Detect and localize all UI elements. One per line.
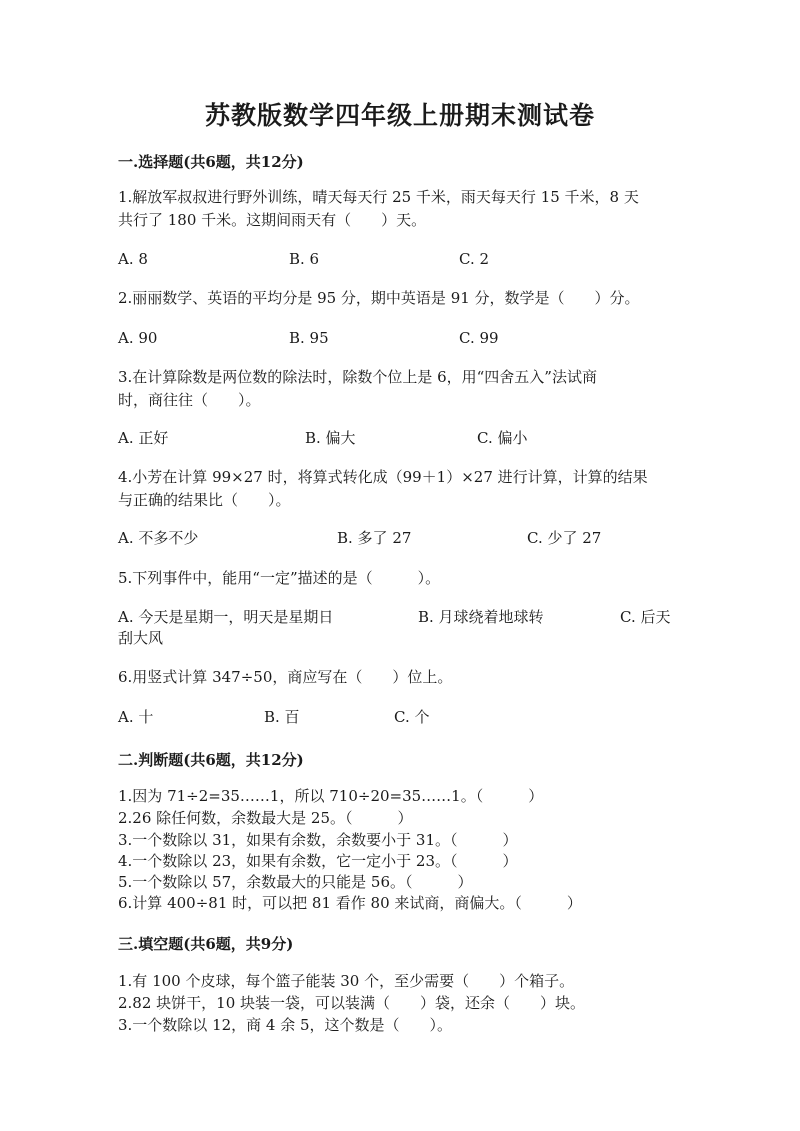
judge-item-5: 5.一个数除以 57，余数最大的只能是 56。（ ） [118, 873, 473, 891]
option-a: A. 不多不少 [118, 529, 199, 547]
question-line: 6.用竖式计算 347÷50，商应写在（ ）位上。 [118, 668, 453, 686]
option-c: C. 个 [394, 708, 430, 726]
judge-item-1: 1.因为 71÷2=35……1，所以 710÷20=35……1。（ ） [118, 787, 544, 805]
option-b: B. 95 [289, 329, 329, 347]
option-c-wrap: 刮大风 [118, 629, 164, 647]
option-c: C. 后天 [620, 608, 671, 626]
option-c: C. 少了 27 [527, 529, 602, 547]
choice-question-6 [118, 666, 678, 689]
question-line: 3.在计算除数是两位数的除法时，除数个位上是 6，用“四舍五入”法试商 [118, 368, 597, 386]
option-c: C. 偏小 [477, 429, 528, 447]
question-line: 时，商往往（ ）。 [118, 391, 261, 409]
question-line: 2.丽丽数学、英语的平均分是 95 分，期中英语是 91 分，数学是（ ）分。 [118, 289, 640, 307]
section-heading-choice: 一.选择题(共6题，共12分) [118, 153, 304, 171]
option-a: A. 正好 [118, 429, 169, 447]
option-b: B. 偏大 [305, 429, 356, 447]
exam-title: 苏教版数学四年级上册期末测试卷 [204, 101, 595, 130]
section-heading-judge: 二.判断题(共6题，共12分) [118, 751, 304, 769]
option-b: B. 月球绕着地球转 [418, 608, 544, 626]
option-b: B. 多了 27 [337, 529, 412, 547]
option-c: C. 99 [459, 329, 499, 347]
choice-question-3 [118, 366, 678, 412]
option-a: A. 90 [118, 329, 158, 347]
fill-item-1: 1.有 100 个皮球，每个篮子能装 30 个，至少需要（ ）个箱子。 [118, 972, 575, 990]
option-c: C. 2 [459, 250, 490, 268]
choice-question-1 [118, 186, 678, 232]
judge-item-4: 4.一个数除以 23，如果有余数，它一定小于 23。（ ） [118, 852, 518, 870]
choice-question-4 [118, 466, 678, 512]
fill-item-3: 3.一个数除以 12，商 4 余 5，这个数是（ ）。 [118, 1016, 453, 1034]
question-line: 4.小芳在计算 99×27 时，将算式转化成（99＋1）×27 进行计算，计算的结果 [118, 468, 648, 486]
option-a: A. 十 [118, 708, 154, 726]
fill-item-2: 2.82 块饼干，10 块装一袋，可以装满（ ）袋，还余（ ）块。 [118, 994, 586, 1012]
option-b: B. 百 [264, 708, 300, 726]
option-a: A. 8 [118, 250, 148, 268]
judge-item-6: 6.计算 400÷81 时，可以把 81 看作 80 来试商，商偏大。（ ） [118, 894, 582, 912]
choice-question-5 [118, 567, 678, 590]
judge-item-3: 3.一个数除以 31，如果有余数，余数要小于 31。（ ） [118, 831, 518, 849]
section-heading-fill: 三.填空题(共6题，共9分) [118, 935, 294, 953]
choice-question-2 [118, 287, 678, 310]
question-line: 5.下列事件中，能用“一定”描述的是（ ）。 [118, 569, 441, 587]
question-line: 与正确的结果比（ ）。 [118, 491, 291, 509]
judge-item-2: 2.26 除任何数，余数最大是 25。（ ） [118, 809, 413, 827]
option-b: B. 6 [289, 250, 320, 268]
question-line: 1.解放军叔叔进行野外训练，晴天每天行 25 千米，雨天每天行 15 千米，8 天 [118, 188, 639, 206]
option-a: A. 今天是星期一，明天是星期日 [118, 608, 334, 626]
question-line: 共行了 180 千米。这期间雨天有（ ）天。 [118, 211, 427, 229]
